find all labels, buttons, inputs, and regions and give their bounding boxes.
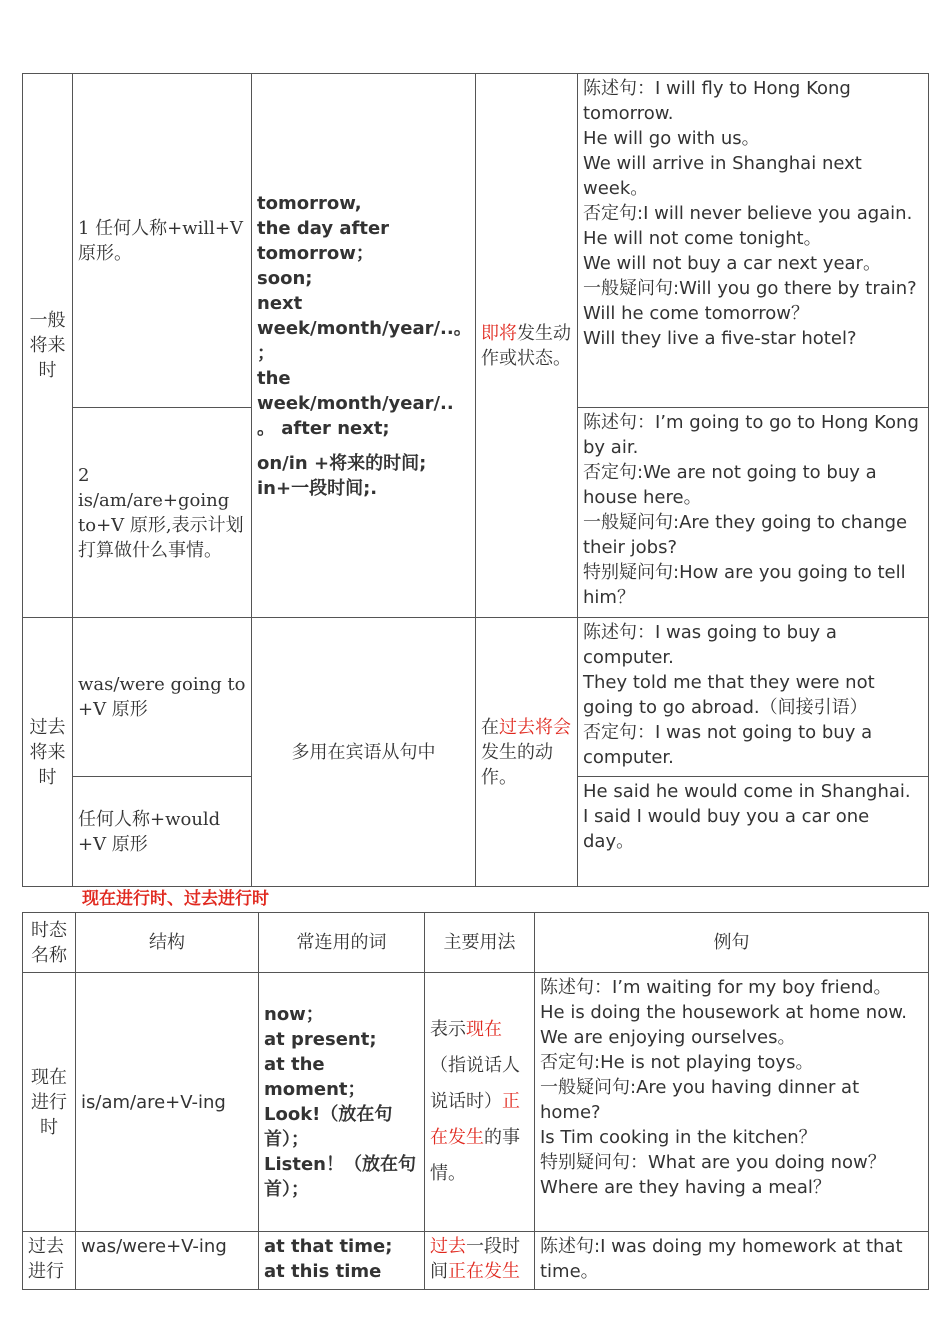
example: 特别疑问句:How are you going to tell him？: [583, 562, 906, 608]
example: 否定句:He is not playing toys。: [540, 1052, 814, 1073]
structure-past-continuous: was/were+V-ing: [76, 1232, 259, 1290]
example: I said I would buy you a car one day。: [583, 806, 870, 852]
tense-name-present-continuous: 现在进行时: [23, 973, 76, 1232]
examples-will: [578, 74, 929, 408]
examples-would: [578, 777, 929, 887]
time-words-future: [252, 74, 476, 618]
example: We will arrive in Shanghai next week。: [583, 153, 862, 199]
time-words-past-continuous: [259, 1232, 425, 1290]
examples-was-going-to: [578, 618, 929, 777]
word: at present;: [264, 1029, 377, 1050]
usage-highlight: 过去将会: [499, 716, 571, 738]
word: on/in +将来的时间;: [257, 452, 427, 474]
word: the week/month/year/..。 after next;: [257, 367, 454, 439]
example: He will go with us。: [583, 128, 760, 149]
header-usage: 主要用法: [425, 913, 535, 973]
continuous-tense-table: [22, 912, 929, 1290]
time-words-past-future: 多用在宾语从句中: [252, 618, 476, 887]
usage-text: 发生动作或状态。: [481, 322, 571, 369]
examples-going-to: [578, 408, 929, 618]
structure-will: 1 任何人称+will+V 原形。: [73, 74, 252, 408]
usage-text: 在: [481, 716, 499, 738]
structure-would: 任何人称+would +V 原形: [73, 777, 252, 887]
example: Where are they having a meal？: [540, 1177, 831, 1198]
example: We are enjoying ourselves。: [540, 1027, 796, 1048]
examples-past-continuous: [535, 1232, 929, 1290]
word: at this time: [264, 1261, 382, 1282]
time-words-present-continuous: [259, 973, 425, 1232]
usage-past-future: [476, 618, 578, 887]
word: next week/month/year/..。；: [257, 292, 463, 364]
example: Will he come tomorrow？: [583, 303, 810, 324]
word: Listen！（放在句首）；: [264, 1154, 416, 1200]
future-tense-table: [22, 73, 929, 887]
example: 否定句：I was not going to buy a computer.: [583, 722, 873, 768]
example: 特别疑问句：What are you doing now？: [540, 1152, 886, 1173]
usage-highlight: 正在发生: [448, 1261, 520, 1282]
example: He said he would come in Shanghai.: [583, 781, 911, 802]
section-title: 现在进行时、过去进行时: [82, 889, 269, 909]
example: 陈述句：I will fly to Hong Kong tomorrow.: [583, 78, 851, 124]
example: 陈述句：I’m waiting for my boy friend。: [540, 977, 892, 998]
structure-going-to: 2 is/am/are+going to+V 原形,表示计划打算做什么事情。: [73, 408, 252, 618]
example: 否定句:We are not going to buy a house here。: [583, 462, 877, 508]
tense-name-past-continuous: 过去进行: [23, 1232, 76, 1290]
usage-highlight: 正在发生: [430, 1091, 520, 1148]
usage-text: （指说话人说话时）: [430, 1055, 520, 1112]
usage-highlight: 过去: [430, 1236, 466, 1257]
example: 一般疑问句:Are you having dinner at home?: [540, 1077, 860, 1123]
tense-name-past-future: 过去将来时: [23, 618, 73, 887]
word: at the moment；: [264, 1054, 366, 1100]
usage-present-continuous: [425, 973, 535, 1232]
word: tomorrow,: [257, 192, 362, 214]
example: 陈述句:I was doing my homework at that time。: [540, 1236, 903, 1282]
word: in+一段时间;.: [257, 477, 378, 499]
structure-was-going-to: was/were going to +V 原形: [73, 618, 252, 777]
example: 陈述句：I’m going to go to Hong Kong by air.: [583, 412, 919, 458]
usage-past-continuous: [425, 1232, 535, 1290]
example: We will not buy a car next year。: [583, 253, 881, 274]
example: 一般疑问句:Are they going to change their jobs?: [583, 512, 908, 558]
word: the day after tomorrow；: [257, 217, 390, 264]
usage-text: 发生的动作。: [481, 741, 553, 788]
example: Will they live a five-star hotel?: [583, 328, 857, 349]
header-structure: 结构: [76, 913, 259, 973]
usage-future: [476, 74, 578, 618]
example: They told me that they were not going to go abroad.（间接引语）: [583, 672, 875, 718]
header-common-words: 常连用的词: [259, 913, 425, 973]
usage-highlight: 即将: [481, 322, 517, 344]
usage-text: 一段时间: [430, 1236, 520, 1282]
word: Look!（放在句首）；: [264, 1104, 393, 1150]
usage-text: 的事情。: [430, 1127, 520, 1184]
example: 陈述句：I was going to buy a computer.: [583, 622, 837, 668]
tense-name-future: 一般将来时: [23, 74, 73, 618]
example: He will not come tonight。: [583, 228, 822, 249]
header-tense-name: 时态名称: [23, 913, 76, 973]
word: soon;: [257, 267, 313, 289]
example: Is Tim cooking in the kitchen？: [540, 1127, 817, 1148]
usage-highlight: 现在: [466, 1019, 502, 1040]
header-examples: 例句: [535, 913, 929, 973]
word: now；: [264, 1004, 324, 1025]
word: at that time;: [264, 1236, 393, 1257]
examples-present-continuous: [535, 973, 929, 1232]
example: He is doing the housework at home now.: [540, 1002, 908, 1023]
example: 否定句:I will never believe you again.: [583, 203, 913, 224]
usage-text: 表示: [430, 1019, 466, 1040]
example: 一般疑问句:Will you go there by train?: [583, 278, 917, 299]
structure-present-continuous: is/am/are+V-ing: [76, 973, 259, 1232]
